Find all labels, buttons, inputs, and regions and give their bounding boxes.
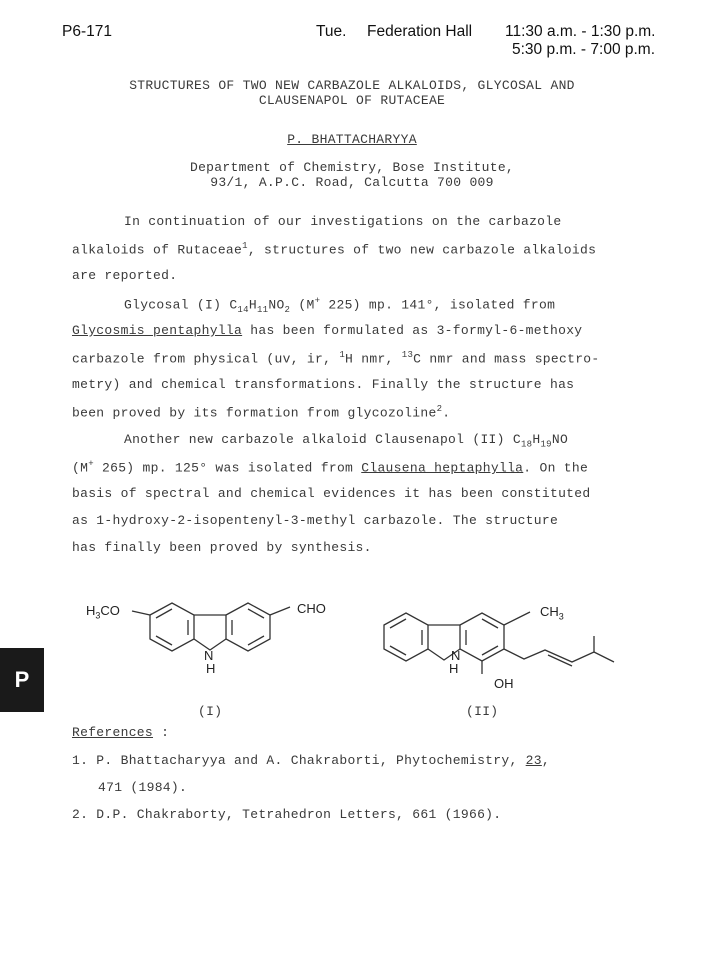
p2-line-4: metry) and chemical transformations. Finally the structure has: [72, 377, 575, 392]
abstract-code: P6-171: [62, 23, 112, 40]
author: [0, 132, 704, 147]
p1-line-3: are reported.: [72, 268, 178, 283]
s2-methyl-label: $CH_3$: [540, 604, 564, 622]
p3-line-1: Another new carbazole alkaloid Clausenapol (II) $C_{18}H_{19}NO$: [124, 432, 569, 450]
author-name: P. BHATTACHARYYA: [287, 132, 417, 147]
title-line-1: STRUCTURES OF TWO NEW CARBAZOLE ALKALOIDS, GLYCOSAL AND: [129, 78, 575, 93]
p1-line-1: In continuation of our investigations on the carbazole: [124, 214, 562, 229]
session-time-2: 5:30 p.m. - 7:00 p.m.: [512, 41, 656, 58]
p2-line-3: carbazole from physical (uv, ir, $^1$H nmr, $^{13}$C nmr and mass spectro-: [72, 350, 600, 367]
reference-1-cont: 471 (1984).: [98, 780, 188, 795]
session-time-1: 11:30 a.m. - 1:30 p.m.: [505, 23, 656, 40]
references-heading: References :: [72, 725, 170, 740]
reference-2: 2. D.P. Chakraborty, Tetrahedron Letters, 661 (1966).: [72, 807, 502, 822]
p2-line-5: been proved by its formation from glycozoline$^2$.: [72, 404, 451, 421]
s1-hydrogen: H: [206, 661, 216, 676]
p2-line-1: Glycosal (I) $C_{14}H_{11}NO_2$ (M+ 225) mp. 141°, isolated from: [124, 296, 556, 315]
session-venue: Federation Hall: [367, 23, 473, 40]
session-day: Tue.: [316, 23, 347, 40]
s2-compound-label: (II): [466, 704, 499, 719]
reference-1: 1. P. Bhattacharyya and A. Chakraborti, Phytochemistry, 23,: [72, 753, 550, 768]
section-tab: P: [0, 648, 44, 712]
s1-methoxy-label: $H_3CO$: [86, 603, 120, 621]
affiliation-line-2: 93/1, A.P.C. Road, Calcutta 700 009: [210, 175, 494, 190]
title-line-2: CLAUSENAPOL OF RUTACEAE: [258, 93, 446, 108]
s2-nitrogen: N: [451, 648, 461, 663]
p3-line-2: (M+ 265) mp. 125° was isolated from Clausena heptaphylla. On the: [72, 459, 589, 476]
p3-line-3: basis of spectral and chemical evidences it has been constituted: [72, 486, 591, 501]
p3-line-5: has finally been proved by synthesis.: [72, 540, 372, 555]
affiliation-line-1: Department of Chemistry, Bose Institute,: [189, 160, 515, 175]
p2-line-2: Glycosmis pentaphylla has been formulated as 3-formyl-6-methoxy: [72, 323, 583, 338]
s2-hydrogen: H: [449, 661, 459, 676]
s2-hydroxyl-label: OH: [494, 676, 514, 691]
s1-formyl-label: CHO: [297, 601, 326, 616]
species-glycosmis: Glycosmis pentaphylla: [72, 323, 243, 338]
s1-nitrogen: N: [204, 648, 214, 663]
species-clausena: Clausena heptaphylla: [361, 460, 524, 476]
p1-line-2: alkaloids of Rutaceae$^1$, structures of two new carbazole alkaloids: [72, 241, 597, 258]
p3-line-4: as 1-hydroxy-2-isopentenyl-3-methyl carbazole. The structure: [72, 513, 559, 528]
s1-compound-label: (I): [198, 704, 223, 719]
